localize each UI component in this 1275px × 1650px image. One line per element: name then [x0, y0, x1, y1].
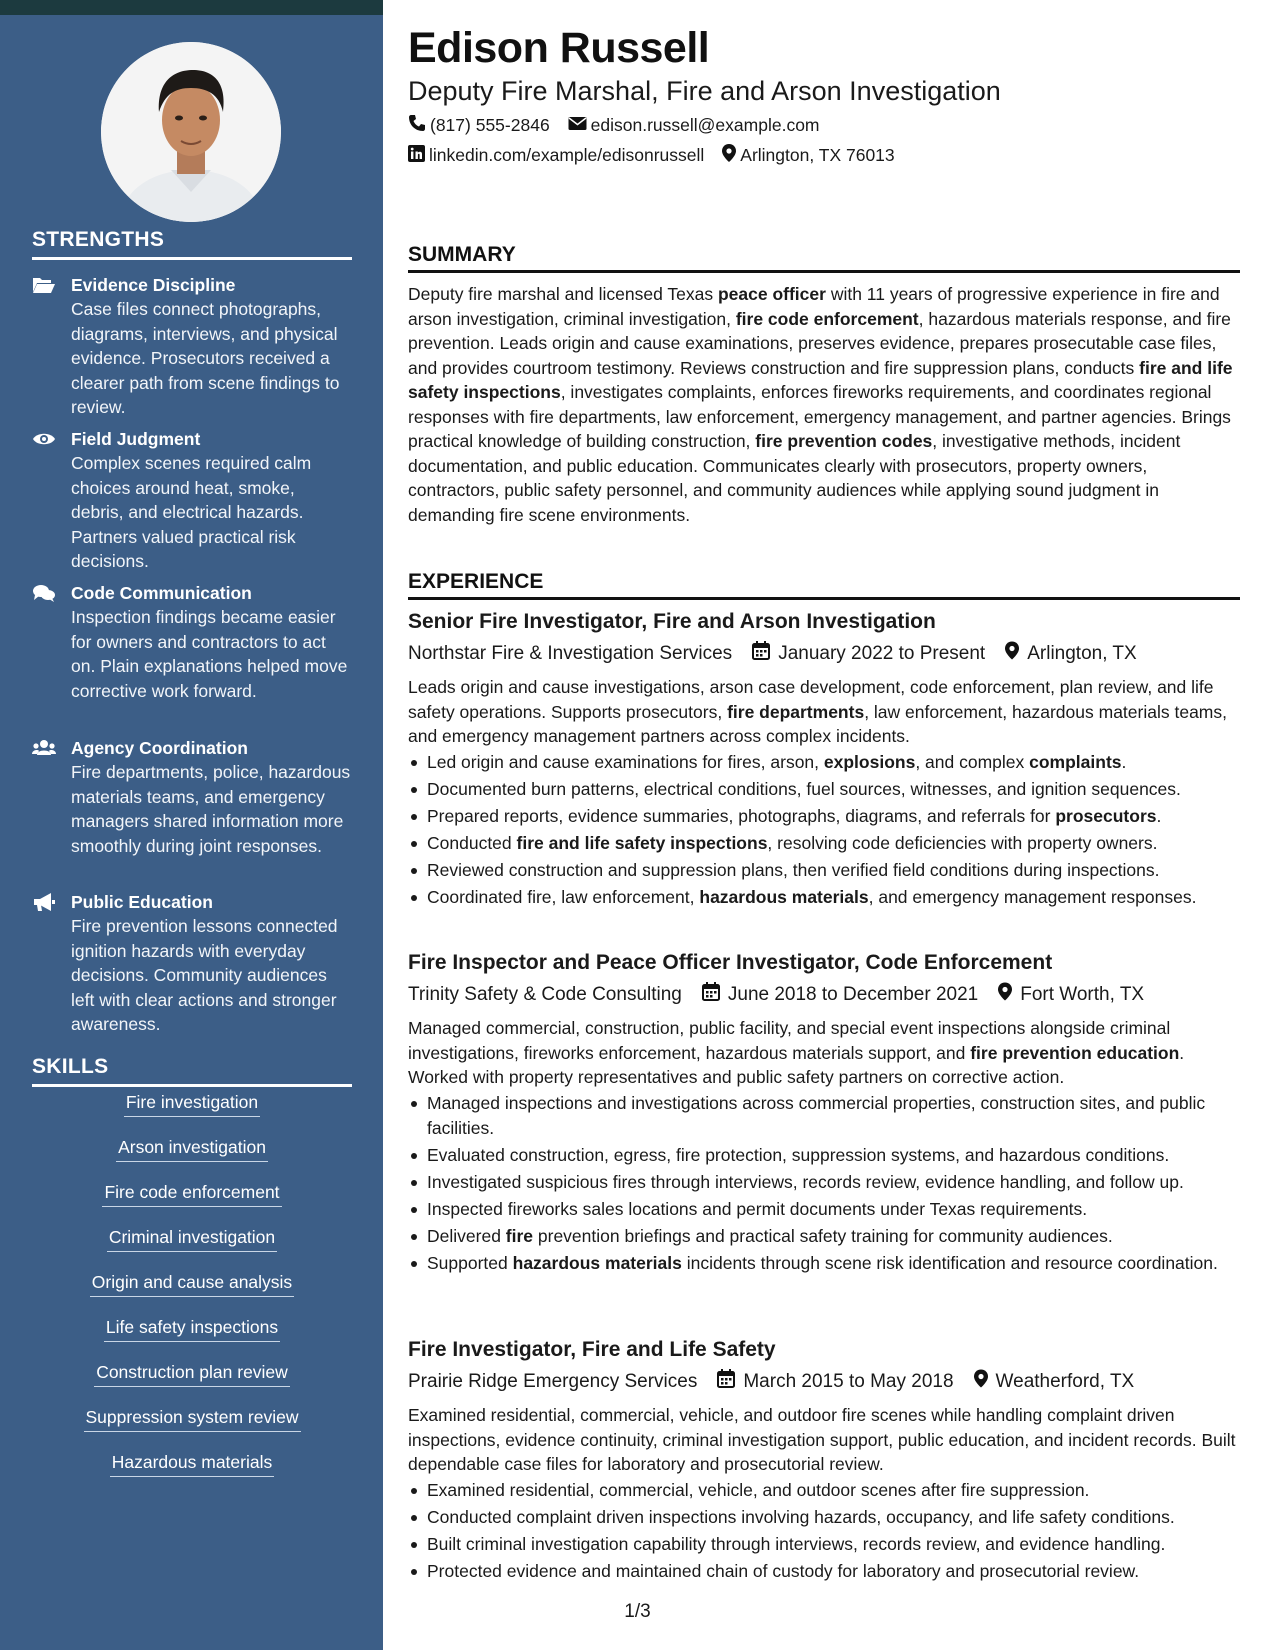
bullet-item: Delivered fire prevention briefings and practical safety training for community audiences. — [408, 1224, 1240, 1249]
bullet-item: Reviewed construction and suppression plans, then verified field conditions during inspections. — [408, 858, 1240, 883]
strength-item-evidence-discipline — [32, 273, 352, 420]
strength-item-code-communication — [32, 581, 352, 703]
summary-text: Deputy fire marshal and licensed Texas peace officer with 11 years of progressive experience in fire and arson investigation, criminal investigation, fire code enforcement, hazardous materials response, and fire prevention. Leads origin and cause examinations, preserves evidence, prepares prosecutable case files, and provides courtroom testimony. Reviews construction and fire suppression plans, conducts fire and life safety inspections, investigates complaints, enforces fireworks requirements, and coordinates regional responses with fire departments, law enforcement, emergency management, and partner agencies. Brings practical knowledge of building construction, fire prevention codes, investigative methods, incident documentation, and public education. Communicates clearly with prosecutors, property owners, contractors, public safety personnel, and community audiences while applying sound judgment in demanding fire scene environments. — [408, 284, 1233, 525]
bullet-item: Inspected fireworks sales locations and permit documents under Texas requirements. — [408, 1197, 1240, 1222]
job-location: Fort Worth, TX — [1020, 983, 1145, 1005]
skill-item: Life safety inspections — [32, 1315, 352, 1360]
profile-photo — [101, 42, 281, 222]
comments-icon — [32, 583, 56, 603]
job-location: Arlington, TX — [1027, 642, 1137, 664]
strength-description: Fire prevention lessons connected ignition hazards with everyday decisions. Community audiences left with clear actions and stronger awareness. — [71, 916, 338, 1034]
linkedin-contact[interactable] — [408, 145, 704, 167]
bullet-item: Examined residential, commercial, vehicle, and outdoor scenes after fire suppression. — [408, 1478, 1240, 1503]
job-title: Fire Inspector and Peace Officer Investigator, Code Enforcement — [408, 951, 1053, 974]
location-text: Arlington, TX 76013 — [740, 145, 895, 165]
bullet-item: Protected evidence and maintained chain of custody for laboratory and prosecutorial review. — [408, 1559, 1240, 1584]
bullet-item: Coordinated fire, law enforcement, hazardous materials, and emergency management responses. — [408, 885, 1240, 910]
job-title: Senior Fire Investigator, Fire and Arson Investigation — [408, 610, 936, 633]
users-icon — [32, 738, 56, 758]
strength-description: Fire departments, police, hazardous materials teams, and emergency managers shared information more smoothly during joint responses. — [71, 762, 351, 856]
sidebar — [0, 15, 383, 1650]
map-marker-icon — [998, 982, 1020, 1007]
eye-icon — [32, 429, 56, 449]
bullet-item: Investigated suspicious fires through interviews, records review, evidence handling, and follow up. — [408, 1170, 1240, 1195]
job-dates: January 2022 to Present — [778, 642, 986, 664]
job-description: Managed commercial, construction, public facility, and special event inspections alongside criminal investigations, fireworks enforcement, hazardous materials support, and fire prevention education. Worked with property representatives and public safety partners on corrective action. — [408, 1018, 1185, 1087]
job-bullets — [408, 1478, 1240, 1586]
job-bullets — [408, 1091, 1240, 1278]
strength-item-agency-coordination — [32, 736, 352, 858]
summary-heading: SUMMARY — [408, 243, 1240, 273]
bullet-item: Evaluated construction, egress, fire protection, suppression systems, and hazardous conditions. — [408, 1143, 1240, 1168]
strength-description: Case files connect photographs, diagrams, interviews, and physical evidence. Prosecutors received a clearer path from scene findings to review. — [71, 299, 340, 417]
phone-icon — [408, 114, 430, 137]
bullet-item: Supported hazardous materials incidents through scene risk identification and resource coordination. — [408, 1251, 1240, 1276]
bullet-item: Built criminal investigation capability through interviews, records review, and evidence handling. — [408, 1532, 1240, 1557]
strengths-heading: STRENGTHS — [32, 228, 352, 260]
strength-title: Code Communication — [71, 583, 252, 603]
job-meta — [408, 982, 1164, 1007]
strength-description: Inspection findings became easier for owners and contractors to act on. Plain explanations helped move corrective work forward. — [71, 607, 348, 701]
calendar-icon — [702, 982, 728, 1007]
bullet-item: Documented burn patterns, electrical conditions, fuel sources, witnesses, and ignition sequences. — [408, 777, 1240, 802]
skill-item: Criminal investigation — [32, 1225, 352, 1270]
job-dates: June 2018 to December 2021 — [727, 983, 979, 1005]
envelope-icon — [568, 115, 591, 136]
strength-item-field-judgment — [32, 427, 352, 574]
skill-item: Fire code enforcement — [32, 1180, 352, 1225]
skill-item: Suppression system review — [32, 1405, 352, 1450]
job-description: Examined residential, commercial, vehicle, and outdoor fire scenes while handling complaint driven inspections, evidence continuity, criminal investigation support, public education, and incident records. Built dependable case files for laboratory and prosecutorial review. — [408, 1405, 1236, 1474]
candidate-title: Deputy Fire Marshal, Fire and Arson Investigation — [408, 76, 1001, 106]
bullet-item: Managed inspections and investigations across commercial properties, construction sites, and public facilities. — [408, 1091, 1240, 1140]
skills-list — [32, 1090, 352, 1495]
job-title: Fire Investigator, Fire and Life Safety — [408, 1338, 776, 1361]
map-marker-icon — [722, 144, 740, 167]
company-name: Northstar Fire & Investigation Services — [408, 642, 733, 664]
candidate-name: Edison Russell — [408, 24, 710, 72]
job-meta — [408, 1369, 1154, 1394]
job-description: Leads origin and cause investigations, arson case development, code enforcement, plan review, and life safety operations. Supports prosecutors, fire departments, law enforcement, hazardous materials teams, and emergency management partners across complex incidents. — [408, 677, 1227, 746]
company-name: Trinity Safety & Code Consulting — [408, 983, 682, 1005]
strength-title: Public Education — [71, 892, 213, 912]
skill-item: Fire investigation — [32, 1090, 352, 1135]
job-dates: March 2015 to May 2018 — [743, 1370, 954, 1392]
job-bullets — [408, 750, 1240, 912]
strength-title: Evidence Discipline — [71, 275, 236, 295]
bullhorn-icon — [32, 892, 56, 912]
linkedin-icon — [408, 145, 429, 167]
map-marker-icon — [1005, 641, 1027, 666]
strength-item-public-education — [32, 890, 352, 1037]
strength-description: Complex scenes required calm choices around heat, smoke, debris, and electrical hazards. Partners valued practical risk decisions. — [71, 453, 312, 571]
job-location: Weatherford, TX — [995, 1370, 1135, 1392]
skills-heading: SKILLS — [32, 1055, 352, 1087]
job-meta — [408, 641, 1157, 666]
phone-number: (817) 555-2846 — [430, 115, 550, 135]
map-marker-icon — [974, 1369, 996, 1394]
calendar-icon — [752, 641, 778, 666]
strength-title: Field Judgment — [71, 429, 201, 449]
bullet-item: Prepared reports, evidence summaries, photographs, diagrams, and referrals for prosecutors. — [408, 804, 1240, 829]
experience-heading: EXPERIENCE — [408, 570, 1240, 600]
calendar-icon — [717, 1369, 743, 1394]
bullet-item: Conducted complaint driven inspections involving hazards, occupancy, and life safety conditions. — [408, 1505, 1240, 1530]
location-contact — [722, 144, 894, 167]
bullet-item: Led origin and cause examinations for fires, arson, explosions, and complex complaints. — [408, 750, 1240, 775]
email-address: edison.russell@example.com — [590, 115, 820, 135]
company-name: Prairie Ridge Emergency Services — [408, 1370, 698, 1392]
top-accent-stripe — [0, 0, 383, 15]
skill-item: Construction plan review — [32, 1360, 352, 1405]
page-number: 1/3 — [624, 1601, 651, 1622]
skill-item: Arson investigation — [32, 1135, 352, 1180]
linkedin-url: linkedin.com/example/edisonrussell — [429, 145, 705, 165]
contact-row-2 — [408, 144, 913, 167]
strength-title: Agency Coordination — [71, 738, 248, 758]
skill-item: Origin and cause analysis — [32, 1270, 352, 1315]
contact-row-1 — [408, 114, 838, 137]
email-contact[interactable] — [568, 115, 820, 136]
folder-open-icon — [32, 275, 56, 295]
phone-contact[interactable] — [408, 114, 550, 137]
skill-item: Hazardous materials — [32, 1450, 352, 1495]
bullet-item: Conducted fire and life safety inspections, resolving code deficiencies with property owners. — [408, 831, 1240, 856]
